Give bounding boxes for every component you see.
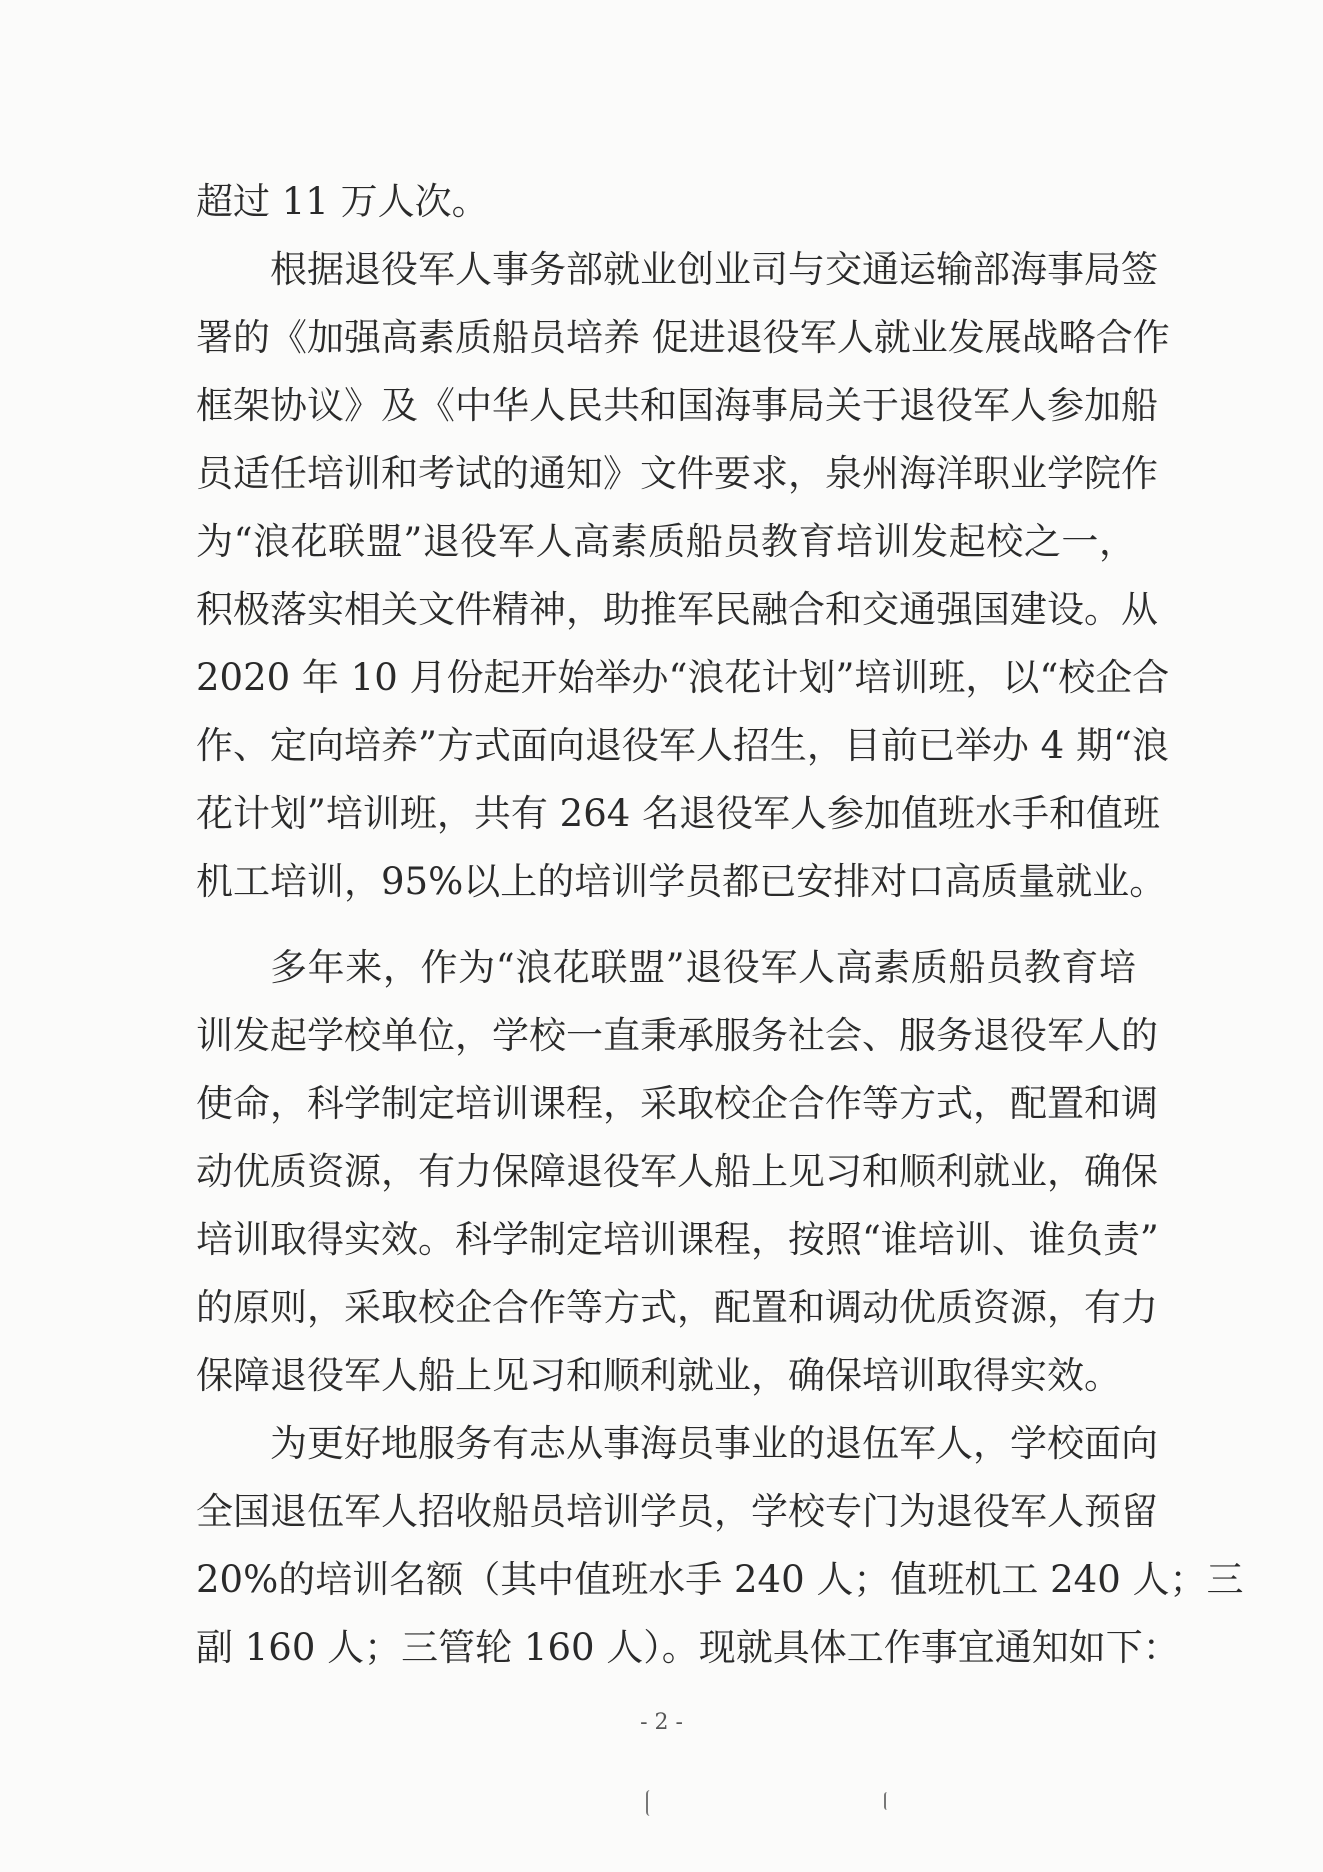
text-line: 保障退役军人船上见习和顺利就业，确保培训取得实效。 <box>196 1354 1121 1397</box>
page-number: - 2 - <box>640 1710 683 1735</box>
text-line: 根据退役军人事务部就业创业司与交通运输部海事局签 <box>270 248 1158 291</box>
text-line: 花计划”培训班，共有 264 名退役军人参加值班水手和值班 <box>196 792 1161 835</box>
scan-mark <box>884 1792 890 1810</box>
text-line: 副 160 人；三管轮 160 人）。现就具体工作事宜通知如下： <box>196 1626 1180 1669</box>
text-line: 员适任培训和考试的通知》文件要求，泉州海洋职业学院作 <box>196 452 1158 495</box>
text-line: 积极落实相关文件精神，助推军民融合和交通强国建设。从 <box>196 588 1158 631</box>
text-line: 20%的培训名额（其中值班水手 240 人；值班机工 240 人；三 <box>196 1558 1244 1601</box>
text-line: 培训取得实效。科学制定培训课程，按照“谁培训、谁负责” <box>196 1218 1159 1261</box>
text-line: 的原则，采取校企合作等方式，配置和调动优质资源，有力 <box>196 1286 1158 1329</box>
text-line: 框架协议》及《中华人民共和国海事局关于退役军人参加船 <box>196 384 1158 427</box>
text-line: 2020 年 10 月份起开始举办“浪花计划”培训班，以“校企合 <box>196 656 1170 699</box>
text-line: 全国退伍军人招收船员培训学员，学校专门为退役军人预留 <box>196 1490 1158 1533</box>
text-line: 为更好地服务有志从事海员事业的退伍军人，学校面向 <box>270 1422 1158 1465</box>
text-line: 动优质资源，有力保障退役军人船上见习和顺利就业，确保 <box>196 1150 1158 1193</box>
scan-mark <box>646 1790 654 1816</box>
text-line: 使命，科学制定培训课程，采取校企合作等方式，配置和调 <box>196 1082 1158 1125</box>
text-line: 署的《加强高素质船员培养 促进退役军人就业发展战略合作 <box>196 316 1170 359</box>
text-line: 超过 11 万人次。 <box>196 180 489 223</box>
text-line: 为“浪花联盟”退役军人高素质船员教育培训发起校之一， <box>196 520 1136 563</box>
text-line: 作、定向培养”方式面向退役军人招生，目前已举办 4 期“浪 <box>196 724 1169 767</box>
text-line: 训发起学校单位，学校一直秉承服务社会、服务退役军人的 <box>196 1014 1158 1057</box>
text-line: 机工培训，95%以上的培训学员都已安排对口高质量就业。 <box>196 860 1167 903</box>
text-line: 多年来，作为“浪花联盟”退役军人高素质船员教育培 <box>270 946 1136 989</box>
